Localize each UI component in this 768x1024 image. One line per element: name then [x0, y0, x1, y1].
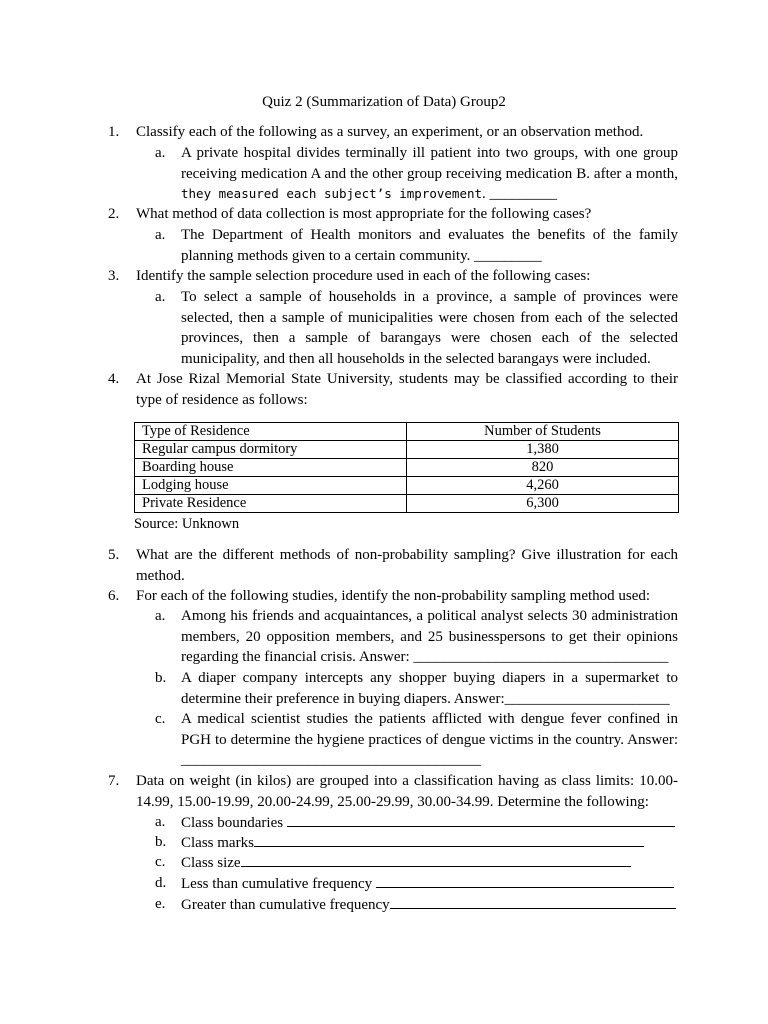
page-title: Quiz 2 (Summarization of Data) Group2: [262, 94, 506, 110]
question-number: 2.: [108, 206, 120, 222]
item-letter: b.: [155, 834, 167, 850]
question-number: 1.: [108, 124, 120, 140]
item-letter: e.: [155, 896, 166, 912]
question-7e: [155, 894, 678, 916]
question-number: 6.: [108, 588, 120, 604]
question-text: What are the different methods of non-probability sampling? Give illustration for each method.: [136, 547, 678, 584]
question-number: 7.: [108, 773, 120, 789]
answer-blank: [254, 832, 644, 847]
answer-blank: [287, 812, 675, 827]
item-letter: a.: [155, 289, 166, 305]
question-text: For each of the following studies, identify the non-probability sampling method used:: [136, 588, 651, 604]
question-6b: [155, 668, 678, 709]
question-7a: [155, 812, 678, 834]
table-cell: 1,380: [407, 441, 679, 459]
question-4: [108, 369, 678, 410]
table-source: Source: Unknown: [134, 516, 240, 532]
question-7d: [155, 873, 678, 895]
item-text: The Department of Health monitors and evaluates the benefits of the family planning methods given to a certain community. _________: [181, 227, 678, 264]
item-label: Less than cumulative frequency: [181, 876, 373, 892]
item-text: [181, 143, 678, 205]
question-6: [108, 586, 678, 607]
table-cell: 6,300: [407, 495, 679, 513]
question-2a: [155, 225, 678, 266]
table-cell: Boarding house: [135, 459, 407, 477]
table-header-cell: Number of Students: [407, 423, 679, 441]
item-text: [181, 832, 678, 854]
table-cell: 820: [407, 459, 679, 477]
answer-blank: [241, 852, 631, 867]
item-text: [181, 894, 678, 916]
question-6c: [155, 709, 678, 771]
table-row: [135, 459, 679, 477]
item-text: To select a sample of households in a province, a sample of provinces were selected, then a sample of municipalities were chosen from each of the selected provinces, then a sample of barangays were chosen each of the selected municipality, and then all households in the selected barangays were included.: [181, 289, 678, 367]
item-letter: d.: [155, 875, 167, 891]
residence-table: [134, 422, 679, 513]
question-7: [108, 771, 678, 812]
item-letter: a.: [155, 814, 166, 830]
question-3: [108, 266, 678, 287]
item-text: [181, 852, 678, 874]
table-row: [135, 477, 679, 495]
item-text-main: A private hospital divides terminally ill patient into two groups, with one group receiving medication A and the other group receiving medication B. after a month,: [181, 145, 678, 182]
item-letter: c.: [155, 711, 166, 727]
table-header-row: [135, 423, 679, 441]
question-number: 3.: [108, 268, 120, 284]
question-6a: [155, 606, 678, 668]
table-cell: Private Residence: [135, 495, 407, 513]
question-1a: [155, 143, 678, 205]
item-text-main: A medical scientist studies the patients afflicted with dengue fever confined in PGH to determine the hygiene practices of dengue victims in the country. Answer:: [181, 711, 678, 748]
question-text: Identify the sample selection procedure used in each of the following cases:: [136, 268, 591, 284]
table-cell: Lodging house: [135, 477, 407, 495]
item-text: [181, 709, 678, 771]
item-label: Class marks: [181, 835, 254, 851]
answer-blank: [376, 873, 674, 888]
item-letter: c.: [155, 854, 166, 870]
question-text: Classify each of the following as a survey, an experiment, or an observation method.: [136, 124, 644, 140]
item-letter: a.: [155, 227, 166, 243]
question-7c: [155, 852, 678, 874]
answer-line: ________________________________________: [181, 752, 481, 768]
item-text: A diaper company intercepts any shopper buying diapers in a supermarket to determine their preference in buying diapers. Answer:______________________: [181, 670, 678, 707]
item-text: Among his friends and acquaintances, a political analyst selects 30 administration members, 20 opposition members, and 25 businesspersons to get their opinions regarding the financial crisis. Answer: __________________________________: [181, 608, 678, 665]
question-text: Data on weight (in kilos) are grouped into a classification having as class limits: 10.00-14.99, 15.00-19.99, 20.00-24.99, 25.00-29.99, 30.00-34.99. Determine the following:: [136, 773, 678, 810]
item-text-end: . _________: [482, 186, 558, 202]
item-text-mono: they measured each subject’s improvement: [181, 186, 483, 201]
table-cell: 4,260: [407, 477, 679, 495]
question-text: What method of data collection is most appropriate for the following cases?: [136, 206, 592, 222]
item-label: Class size: [181, 855, 241, 871]
item-letter: a.: [155, 145, 166, 161]
question-5: [108, 545, 678, 586]
question-number: 4.: [108, 371, 120, 387]
table-header-cell: Type of Residence: [135, 423, 407, 441]
table-cell: Regular campus dormitory: [135, 441, 407, 459]
table-row: [135, 495, 679, 513]
item-text: [181, 812, 678, 834]
item-label: Class boundaries: [181, 815, 284, 831]
question-1: [108, 122, 678, 143]
question-3a: [155, 287, 678, 369]
question-text: At Jose Rizal Memorial State University, students may be classified according to their type of residence as follows:: [136, 371, 678, 408]
item-text: [181, 873, 678, 895]
question-number: 5.: [108, 547, 120, 563]
item-label: Greater than cumulative frequency: [181, 897, 390, 913]
item-letter: b.: [155, 670, 167, 686]
item-letter: a.: [155, 608, 166, 624]
question-7b: [155, 832, 678, 854]
answer-blank: [390, 894, 676, 909]
table-row: [135, 441, 679, 459]
question-2: [108, 204, 678, 225]
